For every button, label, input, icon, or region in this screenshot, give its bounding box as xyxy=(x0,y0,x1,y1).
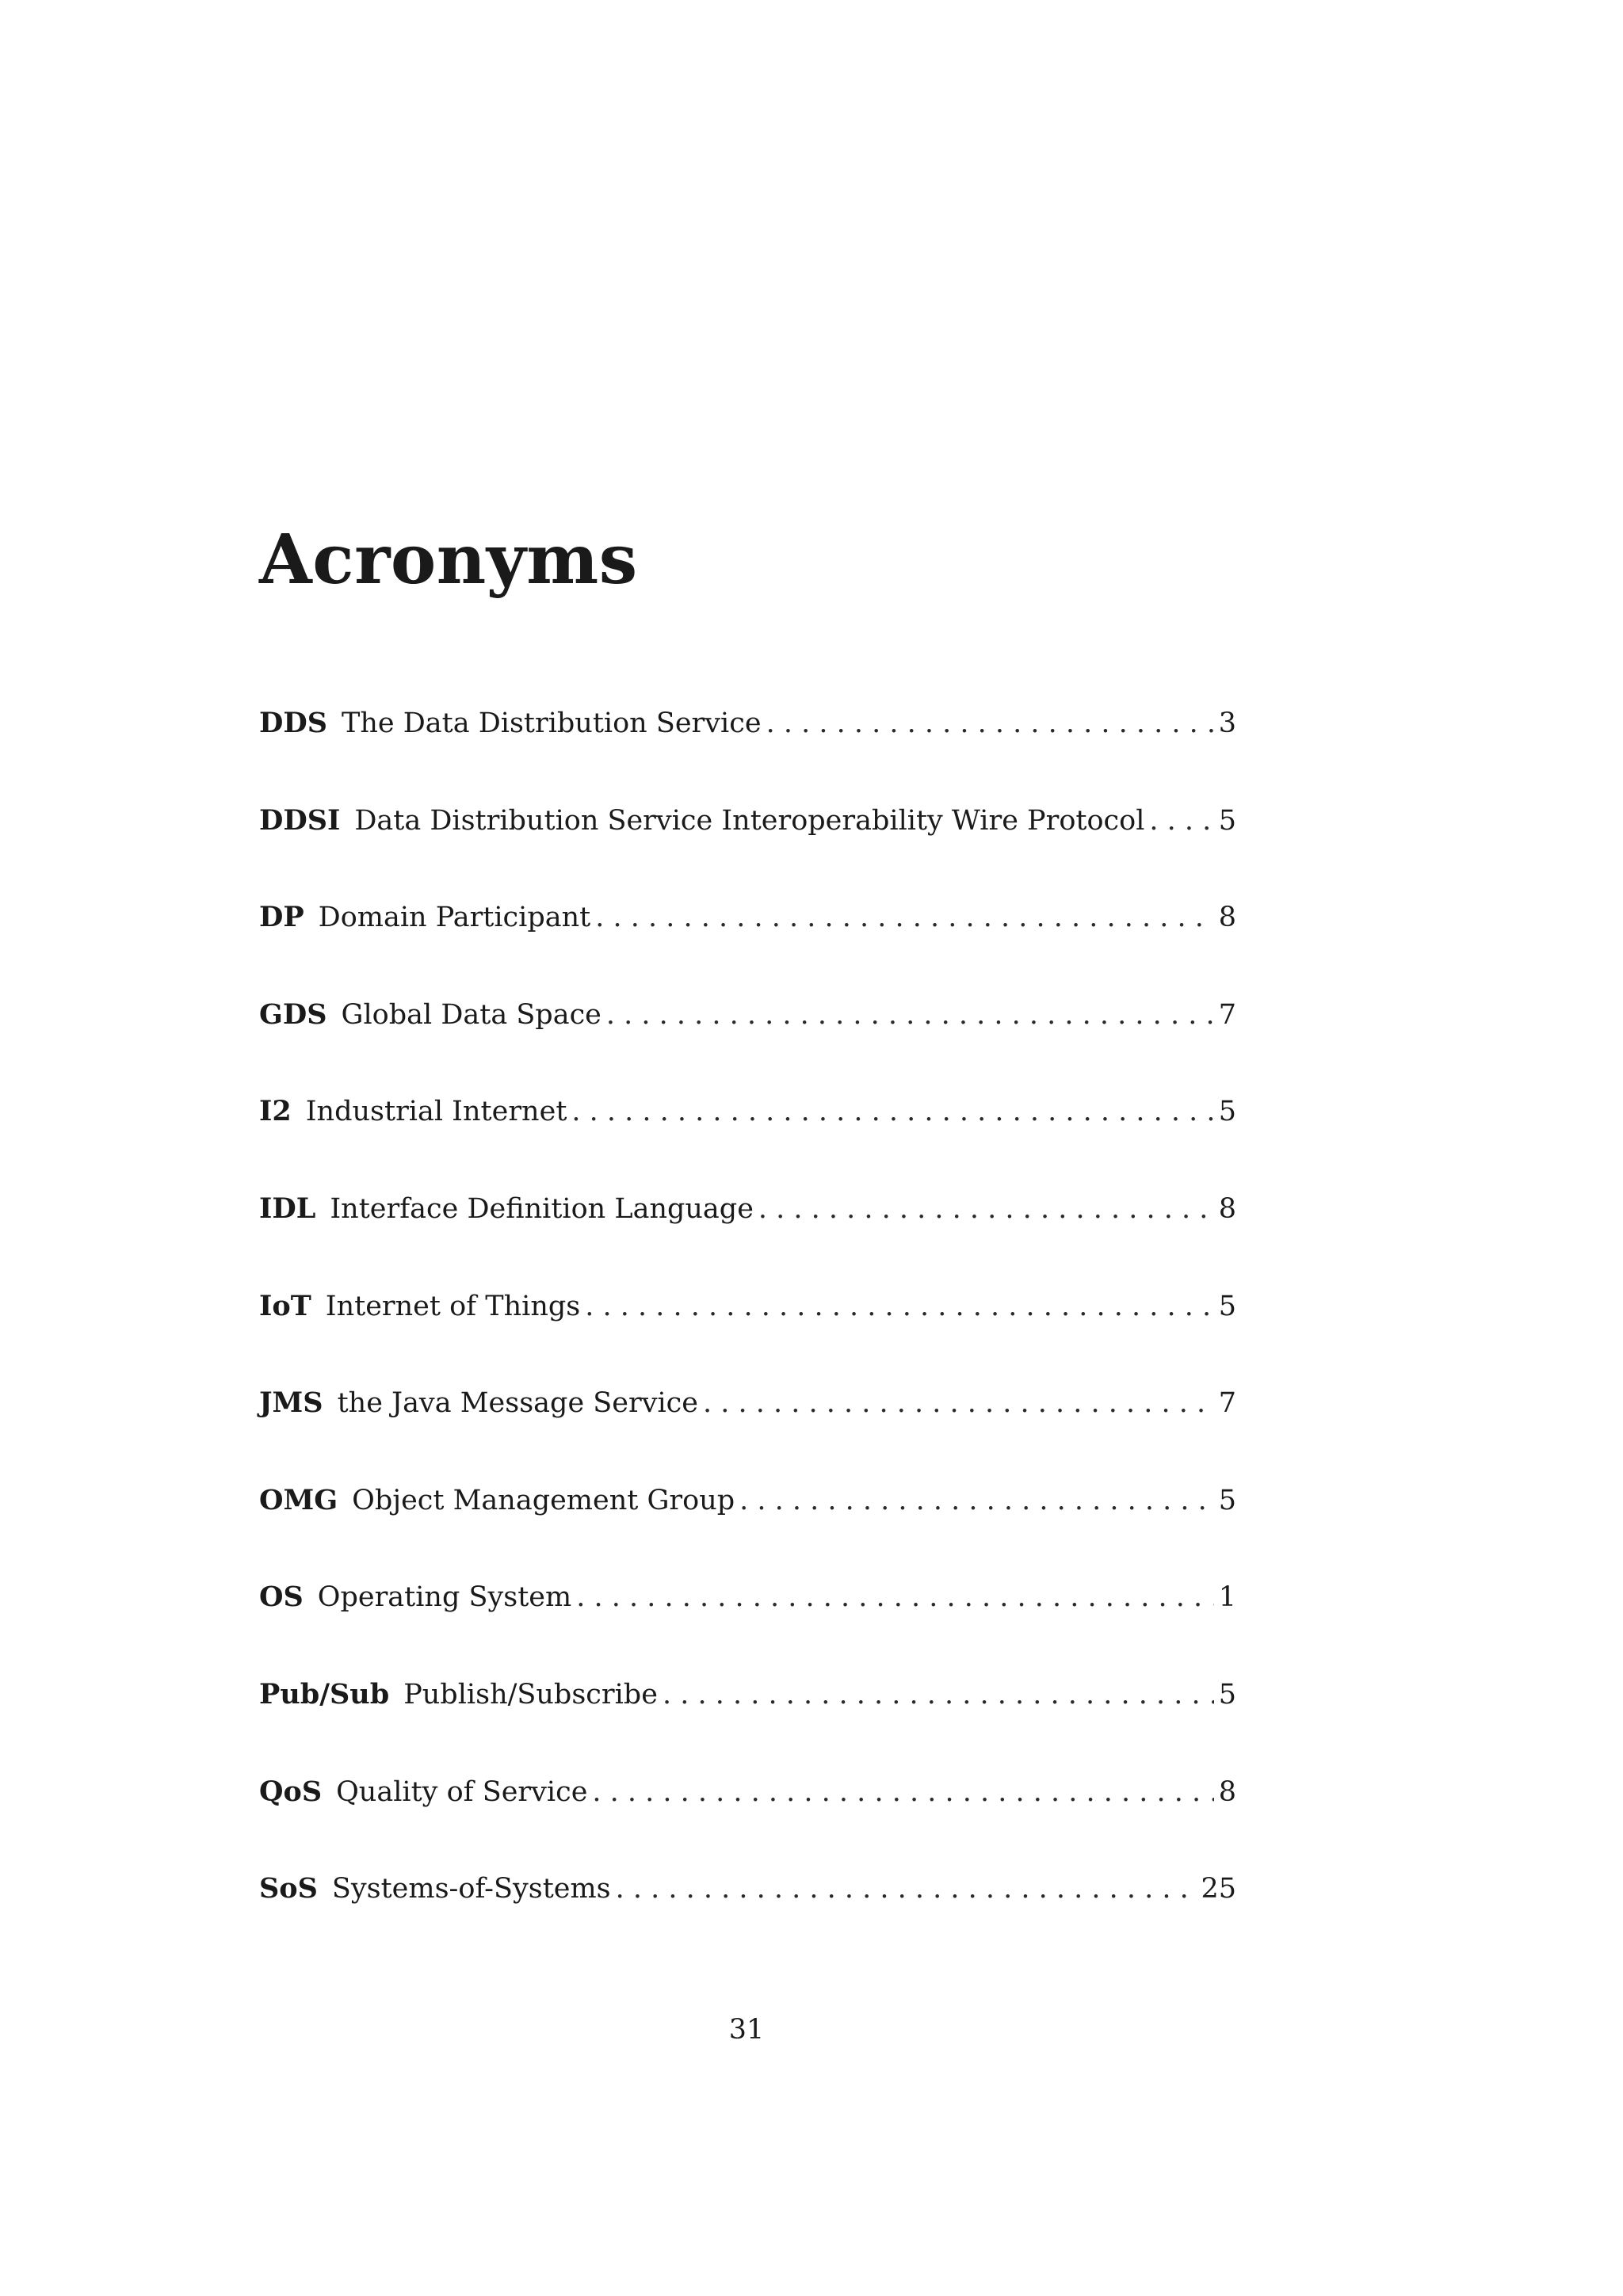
dot-leader xyxy=(739,1484,1214,1517)
acronym-entry xyxy=(259,707,1236,804)
acronym-term: JMS xyxy=(259,1386,323,1420)
acronym-term: SoS xyxy=(259,1872,318,1905)
acronym-entry xyxy=(259,1678,1236,1775)
acronym-expansion: the Java Message Service xyxy=(337,1387,698,1420)
dot-leader xyxy=(616,1872,1197,1905)
acronym-entry xyxy=(259,1872,1236,1970)
acronym-expansion: The Data Distribution Service xyxy=(341,707,762,739)
acronym-expansion: Internet of Things xyxy=(325,1290,581,1322)
page-reference-link[interactable]: 5 xyxy=(1218,1290,1236,1322)
acronym-term: DDS xyxy=(259,707,327,739)
acronym-expansion: Data Distribution Service Interoperability Wire Protocol xyxy=(354,804,1145,837)
acronym-entry xyxy=(259,1095,1236,1192)
page-reference-link[interactable]: 5 xyxy=(1218,804,1236,837)
page-reference-link[interactable]: 8 xyxy=(1218,1775,1236,1808)
page-reference-link[interactable]: 1 xyxy=(1218,1581,1236,1614)
dot-leader xyxy=(571,1095,1213,1128)
acronym-term: I2 xyxy=(259,1095,292,1128)
acronym-entry xyxy=(259,1484,1236,1581)
dot-leader xyxy=(606,998,1214,1032)
page-reference-link[interactable]: 25 xyxy=(1201,1873,1236,1905)
acronym-expansion: Object Management Group xyxy=(352,1484,735,1516)
dot-leader xyxy=(576,1581,1214,1614)
acronym-expansion: Industrial Internet xyxy=(305,1096,567,1128)
page-reference-link[interactable]: 5 xyxy=(1218,1484,1236,1516)
dot-leader xyxy=(766,707,1214,740)
acronym-entry xyxy=(259,804,1236,902)
acronym-expansion: Domain Participant xyxy=(318,902,591,934)
acronym-expansion: Operating System xyxy=(317,1581,572,1614)
page-reference-link[interactable]: 7 xyxy=(1218,998,1236,1031)
acronym-term: IoT xyxy=(259,1289,311,1322)
dot-leader xyxy=(1149,804,1213,837)
acronym-entry xyxy=(259,1386,1236,1484)
page-reference-link[interactable]: 5 xyxy=(1218,1096,1236,1128)
dot-leader xyxy=(758,1192,1214,1226)
acronym-entry xyxy=(259,1581,1236,1678)
acronym-expansion: Systems-of-Systems xyxy=(331,1873,611,1905)
page-reference-link[interactable]: 7 xyxy=(1218,1387,1236,1420)
acronym-term: IDL xyxy=(259,1192,316,1225)
acronym-term: Pub/Sub xyxy=(259,1677,390,1711)
acronym-entry xyxy=(259,901,1236,998)
page-reference-link[interactable]: 3 xyxy=(1218,707,1236,739)
acronym-term: QoS xyxy=(259,1775,323,1808)
acronym-entry xyxy=(259,1192,1236,1290)
acronym-entry xyxy=(259,998,1236,1096)
acronym-expansion: Publish/Subscribe xyxy=(403,1678,658,1711)
acronym-expansion: Interface Definition Language xyxy=(330,1192,754,1225)
acronym-term: DP xyxy=(259,901,304,934)
acronym-expansion: Global Data Space xyxy=(341,998,601,1031)
acronym-term: OMG xyxy=(259,1483,338,1516)
acronym-term: DDSI xyxy=(259,803,341,837)
page-reference-link[interactable]: 8 xyxy=(1218,902,1236,934)
acronym-expansion: Quality of Service xyxy=(336,1775,588,1808)
acronym-entry xyxy=(259,1290,1236,1387)
dot-leader xyxy=(592,1775,1213,1809)
dot-leader xyxy=(663,1678,1214,1711)
dot-leader xyxy=(585,1290,1213,1323)
acronym-entry xyxy=(259,1775,1236,1873)
dot-leader xyxy=(595,901,1213,934)
acronym-list xyxy=(259,707,1236,1970)
acronym-term: GDS xyxy=(259,997,327,1031)
page-reference-link[interactable]: 5 xyxy=(1218,1678,1236,1711)
dot-leader xyxy=(703,1386,1214,1420)
acronym-term: OS xyxy=(259,1581,304,1614)
chapter-title: Acronyms xyxy=(259,520,638,600)
page-number: 31 xyxy=(728,2014,765,2046)
page-reference-link[interactable]: 8 xyxy=(1218,1192,1236,1225)
